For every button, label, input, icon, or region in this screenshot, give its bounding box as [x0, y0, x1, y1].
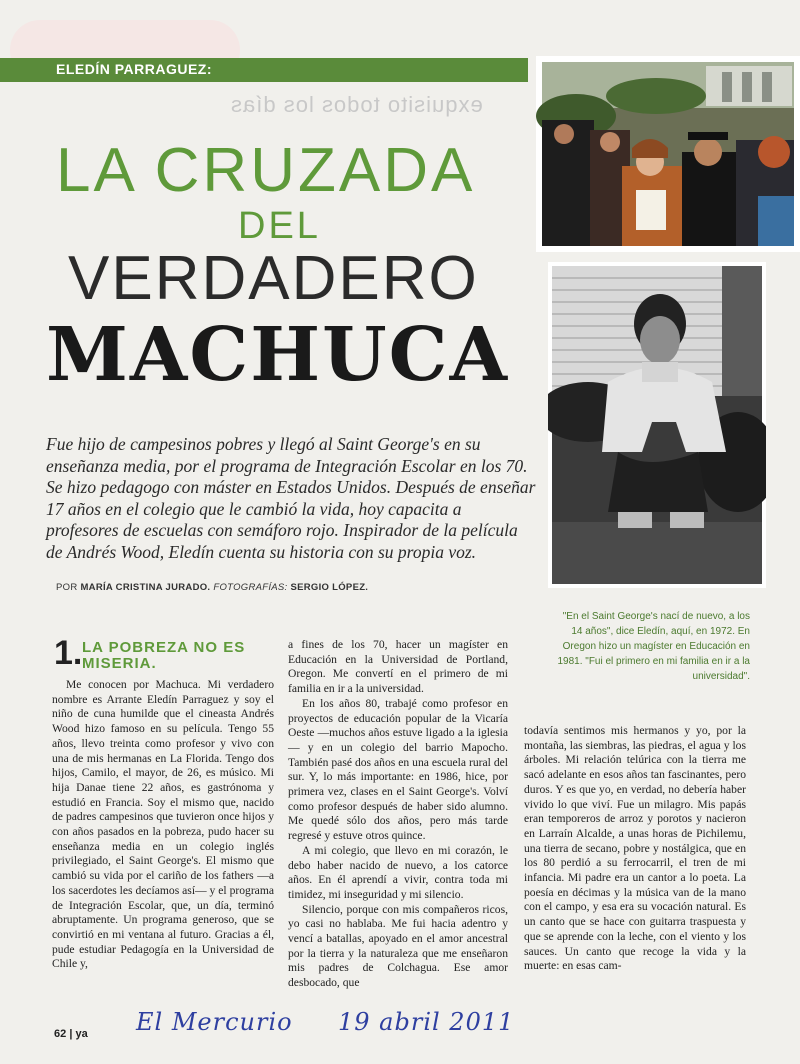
title-line-1: LA CRUZADA	[56, 136, 476, 205]
graduation-photo	[536, 56, 800, 252]
kicker-bar	[0, 58, 528, 82]
bleed-through-text: exquisito todos los días	[230, 92, 483, 117]
page-number: 62	[54, 1028, 67, 1040]
column-3-paragraph: todavía sentimos mis hermanos y yo, por la montaña, las siembras, las piedras, el agua y los árboles. Mi relación telúrica con la tierra me sacó adelante en esos años tan fascinantes, pero duros. Y es que yo, en verdad, no debería haber vivido lo que viví. Fue un milagro. Mis papás eran temporeros de arroz y porotos y nacieron en Larraín Alcalde, a unas horas de Pichilemu, una tierra de secano, pobre y nostálgica, que en los 80 perdió a su ferrocarril, el tren de mi infancia. Mi padre era un cantor a lo poeta. La poesía en décimas y la música van de la mano con el campo, y esa era su vocación natural. Es un canto que se hace con guitarra traspuesta y que se aprende con la leche, con el viento y los sauces. Un canto que recoge la vida y la muerte: en esas cam-	[524, 724, 746, 973]
title-line-2: DEL	[238, 205, 321, 247]
lead-paragraph: Fue hijo de campesinos pobres y llegó al Saint George's en su enseñanza media, por el programa de Integración Escolar en los 70. Se hizo pedagogo con máster en Estados Unidos. Después de enseñar 17 años en el colegio que le cambió la vida, hoy capacita a profesores de escuelas con semáforo rojo. Inspirador de la película de Andrés Wood, Eledín cuenta su historia con su propia voz.	[46, 434, 536, 562]
body-column-3	[524, 724, 746, 974]
title-line-3: VERDADERO	[68, 244, 479, 313]
column-2-paragraph-1: a fines de los 70, hacer un magíster en Educación en la Universidad de Portland, Oregon. Me convertí en el primero de mi familia en ir a la universidad.	[288, 638, 508, 696]
page-folio	[54, 1028, 88, 1040]
column-2-paragraph-2: En los años 80, trabajé como profesor en proyectos de educación popular de la Vicaría Oeste —muchos años estuve ligado a la iglesia— y en un colegio del barrio Mapocho. También pasé dos años en una escuela rural del sur. Y, lo más importante: en 1986, hice, por primera vez, clases en el Saint George's. Volví como profesor después de haber sido alumno. Me quedé sólo dos años, pero más tarde regresé y estuve otros quince.	[288, 696, 508, 843]
photo-caption: "En el Saint George's nací de nuevo, a los 14 años", dice Eledín, aquí, en 1972. En Oregon hizo un magíster en Educación en 1981. "Fui el primero en mi familia en ir a la universidad".	[557, 611, 750, 682]
kicker-label: ELEDÍN PARRAGUEZ:	[56, 61, 213, 77]
section-title: LA POBREZA NO ES MISERIA.	[82, 639, 246, 672]
graduation-photo-image	[536, 56, 800, 252]
byline-photographer: SERGIO LÓPEZ.	[290, 582, 369, 593]
handwritten-source: El Mercurio	[136, 1008, 293, 1036]
body-column-2	[288, 638, 508, 991]
column-2-paragraph-4: Silencio, porque con mis compañeros ricos, yo casi no hablaba. Me fui hacia adentro y vencí a batallas, apoyado en el amor ancestral por la tierra y la naturaleza que me enseñaron mis padres de Colchagua. Ese amor desbocado, que	[288, 902, 508, 990]
portrait-photo	[548, 262, 766, 588]
section-number: 1.	[54, 634, 83, 672]
title-line-4: MACHUCA	[46, 312, 509, 398]
byline-prefix: POR	[56, 582, 78, 593]
byline-author: MARÍA CRISTINA JURADO.	[80, 582, 211, 593]
section-name: ya	[75, 1028, 88, 1040]
byline-photo-prefix: FOTOGRAFÍAS:	[213, 582, 288, 593]
column-2-paragraph-3: A mi colegio, que llevo en mi corazón, le debo haber nacido de nuevo, a los catorce años. En él aprendí a vivir, contra toda mi timidez, mi inseguridad y mi silencio.	[288, 843, 508, 901]
handwritten-date: 19 abril 2011	[338, 1008, 515, 1036]
portrait-photo-image	[548, 262, 766, 588]
body-column-1	[52, 678, 274, 972]
column-1-paragraph: Me conocen por Machuca. Mi verdadero nombre es Arrante Eledín Parraguez y soy el niño de cuna humilde que el cineasta Andrés Wood hizo famoso en su película. Tengo 55 años, llevo treinta como profesor y vivo con una de mis hermanas en La Florida. Tengo dos hijos, Camilo, el mayor, de 26, es músico. Mi hija Danae tiene 22 años, es gastrónoma y estudió en Francia. Soy el mismo que, nacido de padres campesinos que tuvieron once hijos y con años pasados en la pobreza, pudo hacer su enseñanza media en un colegio inglés privilegiado, el Saint George's. El mismo que cambió su vida por el cariño de los fathers —a los sacerdotes les decíamos así— y el programa de Integración Escolar, que, un día, terminó abruptamente. Un programa generoso, que se convirtió en mi ventana al futuro. Gracias a él, pude estudiar Pedagogía en la Universidad de Chile y,	[52, 678, 274, 971]
folio-divider: |	[69, 1028, 76, 1040]
byline	[56, 582, 368, 593]
